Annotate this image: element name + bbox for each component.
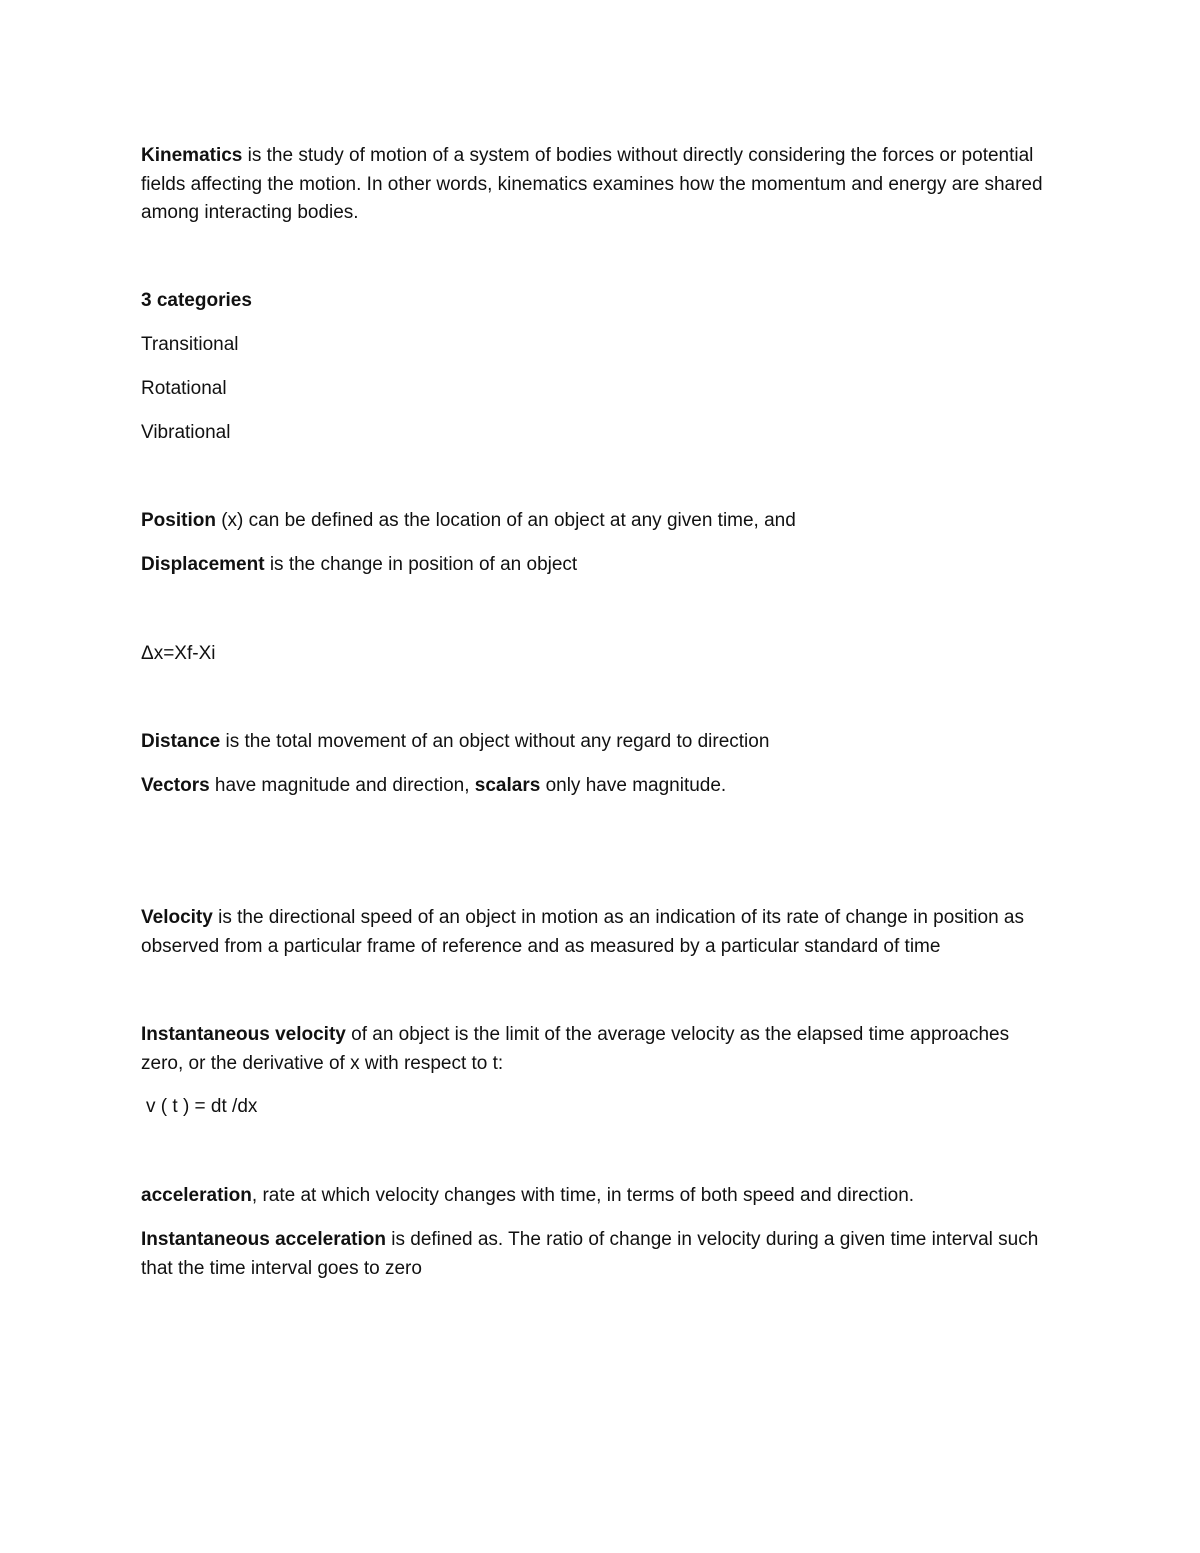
kinematics-term: Kinematics: [141, 145, 243, 166]
instantaneous-acceleration-paragraph: Instantaneous acceleration is defined as. The ratio of change in velocity during a given time interval such that the time interval goes to zero: [141, 1229, 1039, 1279]
vectors-paragraph: Vectors have magnitude and direction, scalars only have magnitude.: [141, 775, 727, 796]
instantaneous-acceleration-term: Instantaneous acceleration: [141, 1229, 386, 1250]
acceleration-paragraph: acceleration, rate at which velocity changes with time, in terms of both speed and direction.: [141, 1185, 915, 1206]
position-term: Position: [141, 510, 216, 531]
kinematics-paragraph: [141, 142, 1051, 228]
velocity-formula: v ( t ) = dt /dx: [146, 1096, 258, 1117]
velocity-term: Velocity: [141, 907, 213, 928]
category-item: Rotational: [141, 378, 227, 399]
velocity-paragraph: Velocity is the directional speed of an object in motion as an indication of its rate of change in position as observed from a particular frame of reference and as measured by a particular standard of time: [141, 907, 1024, 957]
distance-term: Distance: [141, 731, 221, 752]
kinematics-text: is the study of motion of a system of bodies without directly considering the forces or potential fields affecting the motion. In other words, kinematics examines how the momentum and energy are shared among interacting bodies.: [141, 145, 1043, 223]
categories-heading: 3 categories: [141, 290, 252, 311]
displacement-formula: Δx=Xf-Xi: [141, 643, 216, 664]
category-item: Transitional: [141, 334, 239, 355]
scalars-term: scalars: [474, 775, 541, 796]
instantaneous-velocity-term: Instantaneous velocity: [141, 1024, 346, 1045]
position-paragraph: Position (x) can be defined as the location of an object at any given time, and: [141, 510, 796, 531]
displacement-paragraph: Displacement is the change in position of an object: [141, 554, 578, 575]
vectors-term: Vectors: [141, 775, 210, 796]
displacement-term: Displacement: [141, 554, 265, 575]
distance-paragraph: Distance is the total movement of an object without any regard to direction: [141, 731, 770, 752]
instantaneous-velocity-paragraph: Instantaneous velocity of an object is the limit of the average velocity as the elapsed time approaches zero, or the derivative of x with respect to t:: [141, 1024, 1010, 1074]
acceleration-term: acceleration: [141, 1185, 252, 1206]
category-item: Vibrational: [141, 422, 231, 443]
